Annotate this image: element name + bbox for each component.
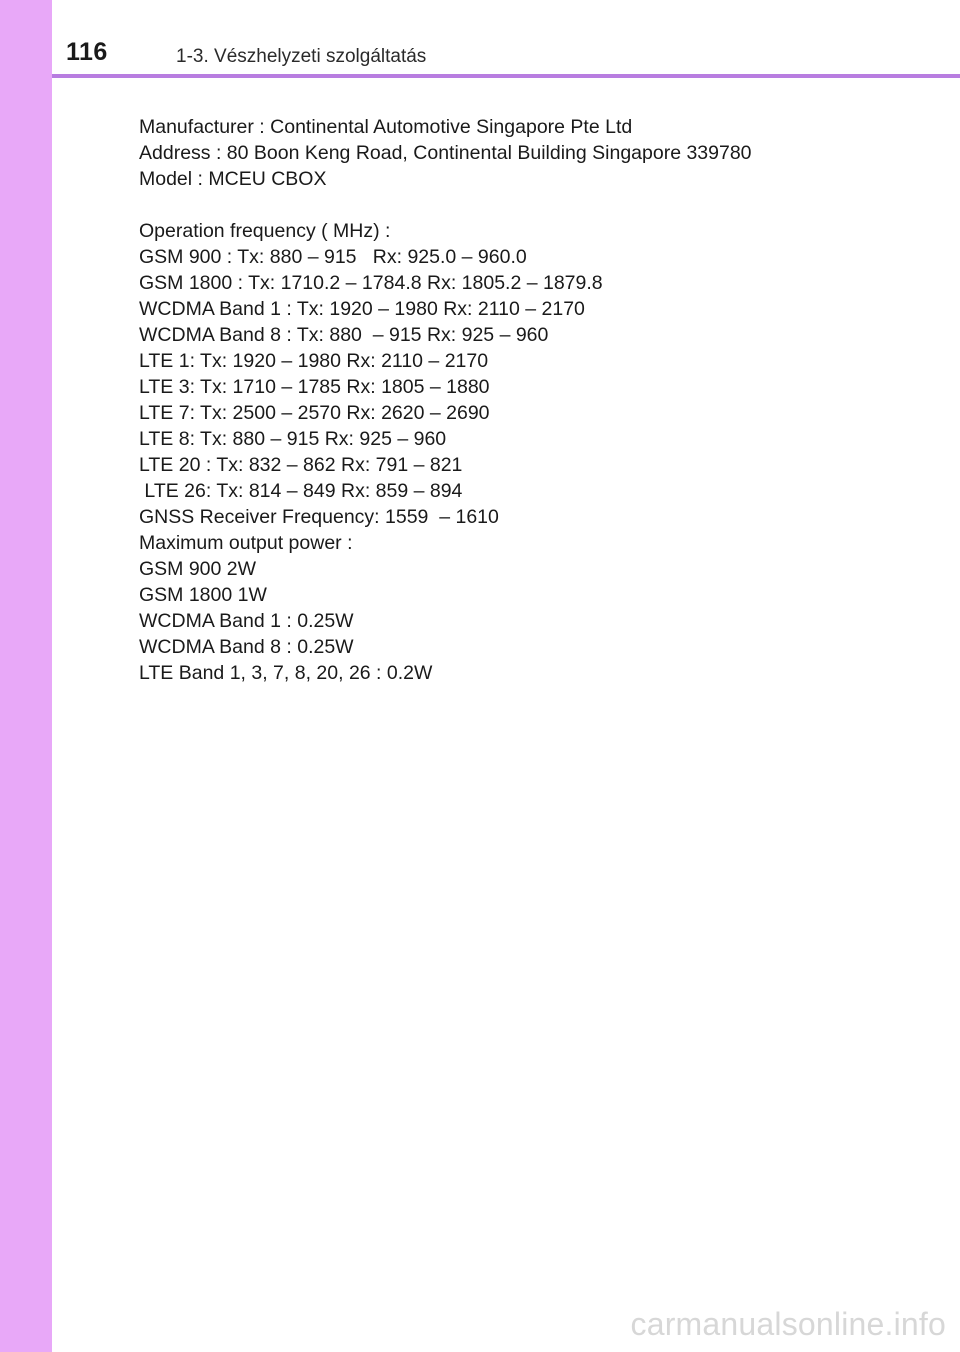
frequency-line: LTE 1: Tx: 1920 – 1980 Rx: 2110 – 2170: [139, 350, 489, 372]
operation-frequency-heading: Operation frequency ( MHz) :: [139, 220, 391, 242]
power-line: WCDMA Band 1 : 0.25W: [139, 610, 354, 632]
frequency-line: LTE 7: Tx: 2500 – 2570 Rx: 2620 – 2690: [139, 402, 490, 424]
address-line: Address : 80 Boon Keng Road, Continental Building Singapore 339780: [139, 142, 752, 164]
frequency-line: WCDMA Band 8 : Tx: 880 – 915 Rx: 925 – 960: [139, 324, 549, 346]
power-line: GSM 1800 1W: [139, 584, 267, 606]
frequency-line: GSM 900 : Tx: 880 – 915 Rx: 925.0 – 960.0: [139, 246, 527, 268]
section-title: 1-3. Vészhelyzeti szolgáltatás: [176, 46, 427, 67]
frequency-line: LTE 20 : Tx: 832 – 862 Rx: 791 – 821: [139, 454, 463, 476]
frequency-line: LTE 8: Tx: 880 – 915 Rx: 925 – 960: [139, 428, 447, 450]
page-content: [139, 114, 919, 686]
frequency-line: WCDMA Band 1 : Tx: 1920 – 1980 Rx: 2110 – 2170: [139, 298, 585, 320]
frequency-line: GNSS Receiver Frequency: 1559 – 1610: [139, 506, 499, 528]
frequency-line: LTE 26: Tx: 814 – 849 Rx: 859 – 894: [139, 480, 463, 502]
model-line: Model : MCEU CBOX: [139, 168, 327, 190]
max-output-power-heading: Maximum output power :: [139, 532, 353, 554]
frequency-line: GSM 1800 : Tx: 1710.2 – 1784.8 Rx: 1805.2 – 1879.8: [139, 272, 603, 294]
power-line: LTE Band 1, 3, 7, 8, 20, 26 : 0.2W: [139, 662, 433, 684]
power-line: WCDMA Band 8 : 0.25W: [139, 636, 354, 658]
power-line: GSM 900 2W: [139, 558, 257, 580]
header-divider: [52, 74, 960, 78]
page-number: 116: [66, 38, 108, 66]
watermark-text: carmanualsonline.info: [630, 1306, 946, 1342]
side-tab-bar: [0, 0, 52, 1352]
manufacturer-line: Manufacturer : Continental Automotive Singapore Pte Ltd: [139, 116, 633, 138]
frequency-line: LTE 3: Tx: 1710 – 1785 Rx: 1805 – 1880: [139, 376, 490, 398]
paragraph-gap: [139, 192, 919, 218]
